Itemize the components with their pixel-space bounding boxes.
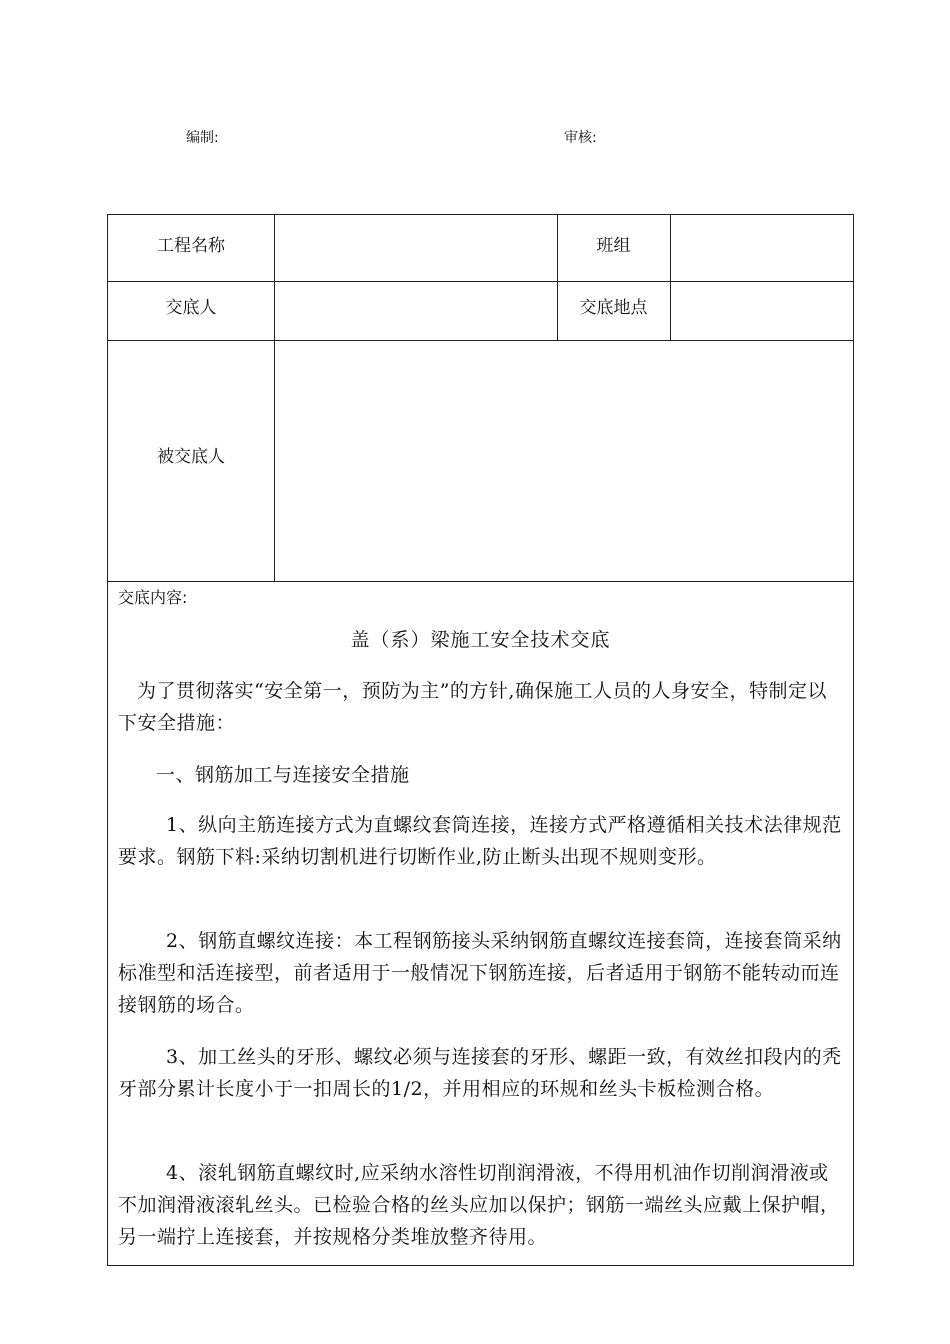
presenter-label: 交底人 xyxy=(165,298,217,318)
list-item: 1、纵向主筋连接方式为直螺纹套筒连接，连接方式严格遵循相关技术法律规范要求。钢筋下料:采纳切割机进行切断作业,防止断头出现不规则变形。 xyxy=(118,814,842,868)
reviewer-signature-label: 审核: xyxy=(564,130,597,146)
section-heading: 一、钢筋加工与连接安全措施 xyxy=(156,764,410,786)
location-field[interactable] xyxy=(671,282,854,340)
recipients-field[interactable] xyxy=(275,341,854,581)
team-field[interactable] xyxy=(671,215,854,281)
team-label: 班组 xyxy=(596,236,631,256)
project-name-field[interactable] xyxy=(275,215,557,281)
intro-paragraph: 为了贯彻落实“安全第一，预防为主”的方针,确保施工人员的人身安全，特制定以下安全措施： xyxy=(118,680,827,734)
presenter-field[interactable] xyxy=(275,282,557,340)
document-title: 盖（系）梁施工安全技术交底 xyxy=(350,629,611,651)
list-item: 3、加工丝头的牙形、螺纹必须与连接套的牙形、螺距一致，有效丝扣段内的秃牙部分累计长度小于一扣周长的1/2，并用相应的环规和丝头卡板检测合格。 xyxy=(118,1046,842,1100)
editor-signature-label: 编制: xyxy=(186,130,219,146)
project-name-label: 工程名称 xyxy=(157,236,225,256)
location-label: 交底地点 xyxy=(579,298,648,318)
list-item: 2、钢筋直螺纹连接：本工程钢筋接头采纳钢筋直螺纹连接套筒，连接套筒采纳标准型和活连接型，前者适用于一般情况下钢筋连接，后者适用于钢筋不能转动而连接钢筋的场合。 xyxy=(118,930,842,1016)
row-divider xyxy=(108,581,853,582)
content-label: 交底内容: xyxy=(118,588,188,607)
disclosure-form xyxy=(107,214,854,1266)
recipients-label: 被交底人 xyxy=(157,447,225,467)
list-item: 4、滚轧钢筋直螺纹时,应采纳水溶性切削润滑液，不得用机油作切削润滑液或不加润滑液滚轧丝头。已检验合格的丝头应加以保护；钢筋一端丝头应戴上保护帽，另一端拧上连接套，并按规格分类堆放整齐待用。 xyxy=(118,1162,840,1248)
